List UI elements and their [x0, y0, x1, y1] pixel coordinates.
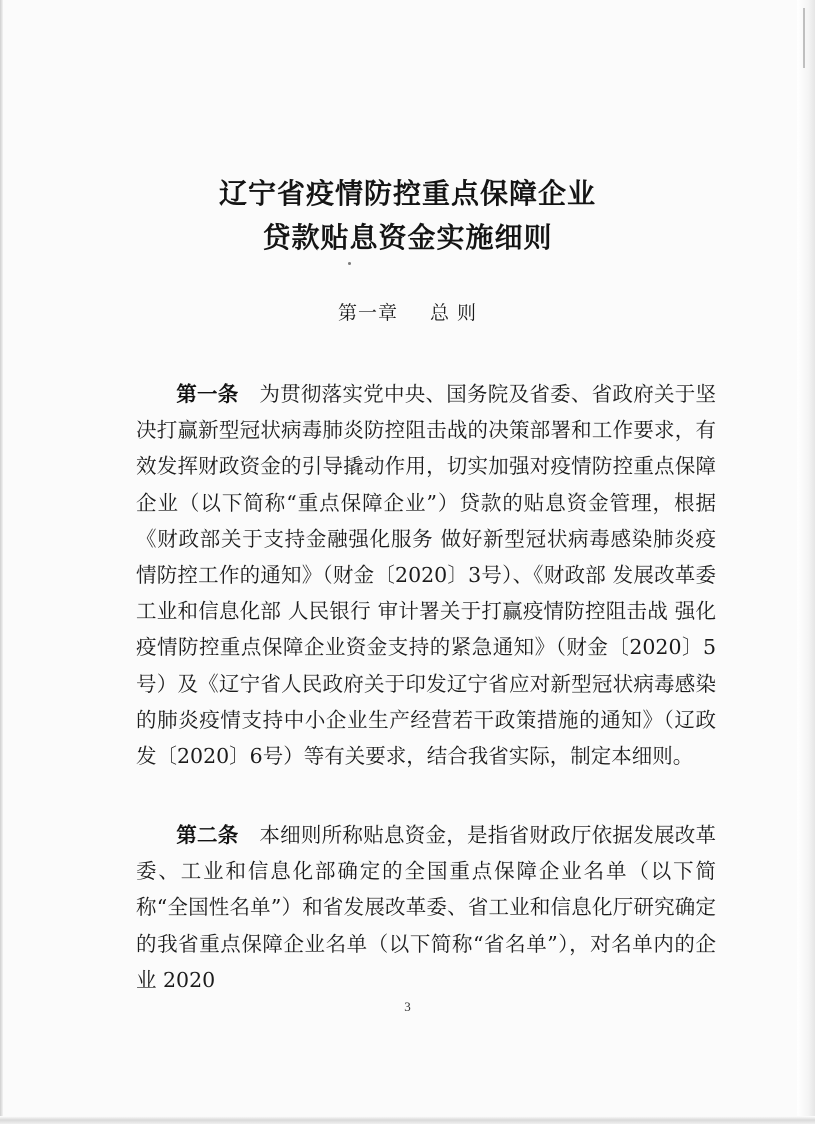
scan-speck	[348, 262, 351, 265]
article-2-label: 第二条	[176, 823, 239, 847]
chapter-heading	[0, 298, 815, 325]
chapter-number: 第一章	[337, 302, 398, 324]
article-1	[136, 376, 716, 774]
scan-right-edge	[797, 0, 815, 1124]
page-number: 3	[404, 999, 411, 1014]
scan-left-edge	[0, 0, 3, 1124]
article-1-label: 第一条	[176, 382, 239, 406]
document-title-line-2: 贷款贴息资金实施细则	[262, 221, 553, 254]
article-2	[136, 817, 716, 998]
document-title-line-1: 辽宁省疫情防控重点保障企业	[218, 177, 596, 210]
article-1-text: 为贯彻落实党中央、国务院及省委、省政府关于坚决打赢新型冠状病毒肺炎防控阻击战的决策部署和工作要求，有效发挥财政资金的引导撬动作用，切实加强对疫情防控重点保障企业（以下简称“重点保障企业”）贷款的贴息资金管理，根据《财政部关于支持金融强化服务 做好新型冠状病毒感染肺炎疫情防控工作的通知》（财金〔2020〕3号）、《财政部 发展改革委 工业和信息化部 人民银行 审计署关于打赢疫情防控阻击战 强化疫情防控重点保障企业资金支持的紧急通知》（财金〔2020〕5号）及《辽宁省人民政府关于印发辽宁省应对新型冠状病毒感染的肺炎疫情支持中小企业生产经营若干政策措施的通知》（辽政发〔2020〕6号）等有关要求，结合我省实际，制定本细则。	[136, 382, 716, 769]
article-2-text: 本细则所称贴息资金，是指省财政厅依据发展改革委、工业和信息化部确定的全国重点保障企业名单（以下简称“全国性名单”）和省发展改革委、省工业和信息化厅研究确定的我省重点保障企业名单（以下简称“省名单”），对名单内的企业 2020	[136, 823, 716, 992]
scan-artifact-mark	[803, 8, 805, 68]
scan-bottom-edge	[0, 1116, 815, 1124]
chapter-name: 总 则	[429, 302, 478, 324]
